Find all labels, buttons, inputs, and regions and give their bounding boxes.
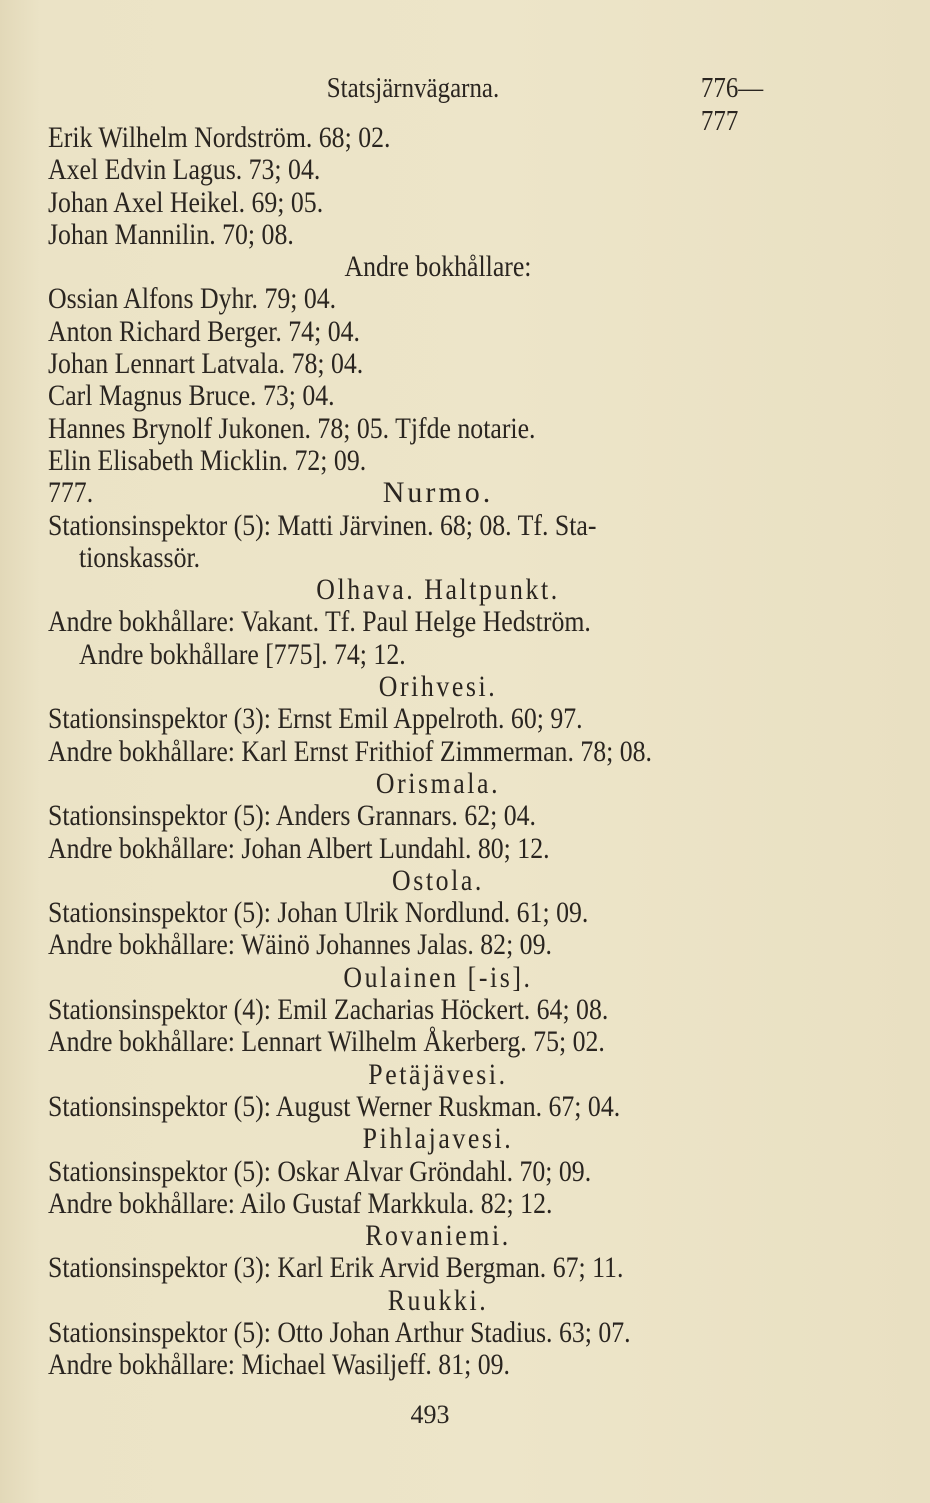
station-heading: Nurmo.: [382, 476, 494, 510]
station-heading: Rovaniemi.: [365, 1219, 511, 1253]
section-heading-row: [48, 477, 828, 509]
personnel-entry: Andre bokhållare: Ailo Gustaf Markkula. 82; 12.: [48, 1186, 553, 1220]
station-heading: Oulainen [-is].: [343, 960, 533, 994]
personnel-entry: Elin Elisabeth Micklin. 72; 09.: [48, 443, 367, 477]
personnel-entry: Andre bokhållare: Lennart Wilhelm Åkerberg. 75; 02.: [48, 1025, 605, 1059]
personnel-entry: Axel Edvin Lagus. 73; 04.: [48, 153, 321, 187]
personnel-entry: Ossian Alfons Dyhr. 79; 04.: [48, 282, 337, 316]
personnel-entry: Stationsinspektor (5): August Werner Ruskman. 67; 04.: [48, 1089, 621, 1123]
personnel-entry: Stationsinspektor (5): Anders Grannars. 62; 04.: [48, 799, 536, 833]
personnel-entry: Andre bokhållare: Michael Wasiljeff. 81; 09.: [48, 1348, 510, 1382]
personnel-entry: Andre bokhållare: Johan Albert Lundahl. 80; 12.: [48, 831, 550, 865]
station-heading: Ostola.: [392, 863, 484, 897]
personnel-entry: Stationsinspektor (5): Oskar Alvar Gröndahl. 70; 09.: [48, 1154, 592, 1188]
station-heading: Orihvesi.: [378, 670, 498, 704]
entry-continuation: Andre bokhållare [775]. 74; 12.: [78, 637, 406, 671]
station-heading: Olhava. Haltpunkt.: [316, 573, 560, 607]
personnel-entry: Stationsinspektor (4): Emil Zacharias Höckert. 64; 08.: [48, 993, 609, 1027]
personnel-entry: Johan Mannilin. 70; 08.: [48, 217, 294, 251]
station-heading: Orismala.: [375, 766, 501, 800]
personnel-entry: Hannes Brynolf Jukonen. 78; 05. Tjfde notarie.: [48, 411, 536, 445]
personnel-entry: Andre bokhållare: Wäinö Johannes Jalas. 82; 09.: [48, 928, 552, 962]
entry-continuation: tionskassör.: [78, 540, 201, 574]
personnel-entry: Andre bokhållare: Vakant. Tf. Paul Helge Hedström.: [48, 605, 591, 639]
subheading: Andre bokhållare:: [344, 250, 532, 284]
personnel-entry: Erik Wilhelm Nordström. 68; 02.: [48, 121, 391, 154]
station-heading: Petäjävesi.: [368, 1057, 508, 1091]
page-number: 493: [410, 1400, 450, 1429]
station-heading: Ruukki.: [387, 1283, 489, 1317]
personnel-entry: Stationsinspektor (5): Matti Järvinen. 68; 08. Tf. Sta-: [48, 508, 597, 542]
personnel-entry: Stationsinspektor (3): Ernst Emil Appelroth. 60; 97.: [48, 702, 583, 736]
personnel-entry: Stationsinspektor (3): Karl Erik Arvid Bergman. 67; 11.: [48, 1251, 624, 1285]
running-header: [0, 72, 800, 137]
header-title: Statsjärnvägarna.: [326, 72, 500, 104]
personnel-entry: Andre bokhållare: Karl Ernst Frithiof Zimmerman. 78; 08.: [48, 734, 653, 768]
personnel-entry: Johan Lennart Latvala. 78; 04.: [48, 347, 364, 381]
personnel-entry: Stationsinspektor (5): Otto Johan Arthur Stadius. 63; 07.: [48, 1315, 631, 1349]
page-body: [48, 122, 828, 1382]
personnel-entry: Stationsinspektor (5): Johan Ulrik Nordlund. 61; 09.: [48, 896, 589, 930]
personnel-entry: Carl Magnus Bruce. 73; 04.: [48, 379, 335, 413]
station-heading: Pihlajavesi.: [362, 1122, 514, 1156]
personnel-entry: Anton Richard Berger. 74; 04.: [48, 314, 360, 348]
personnel-entry: Johan Axel Heikel. 69; 05.: [48, 185, 324, 219]
section-number: 777.: [48, 476, 94, 510]
header-page-range: 776—777: [700, 72, 764, 137]
